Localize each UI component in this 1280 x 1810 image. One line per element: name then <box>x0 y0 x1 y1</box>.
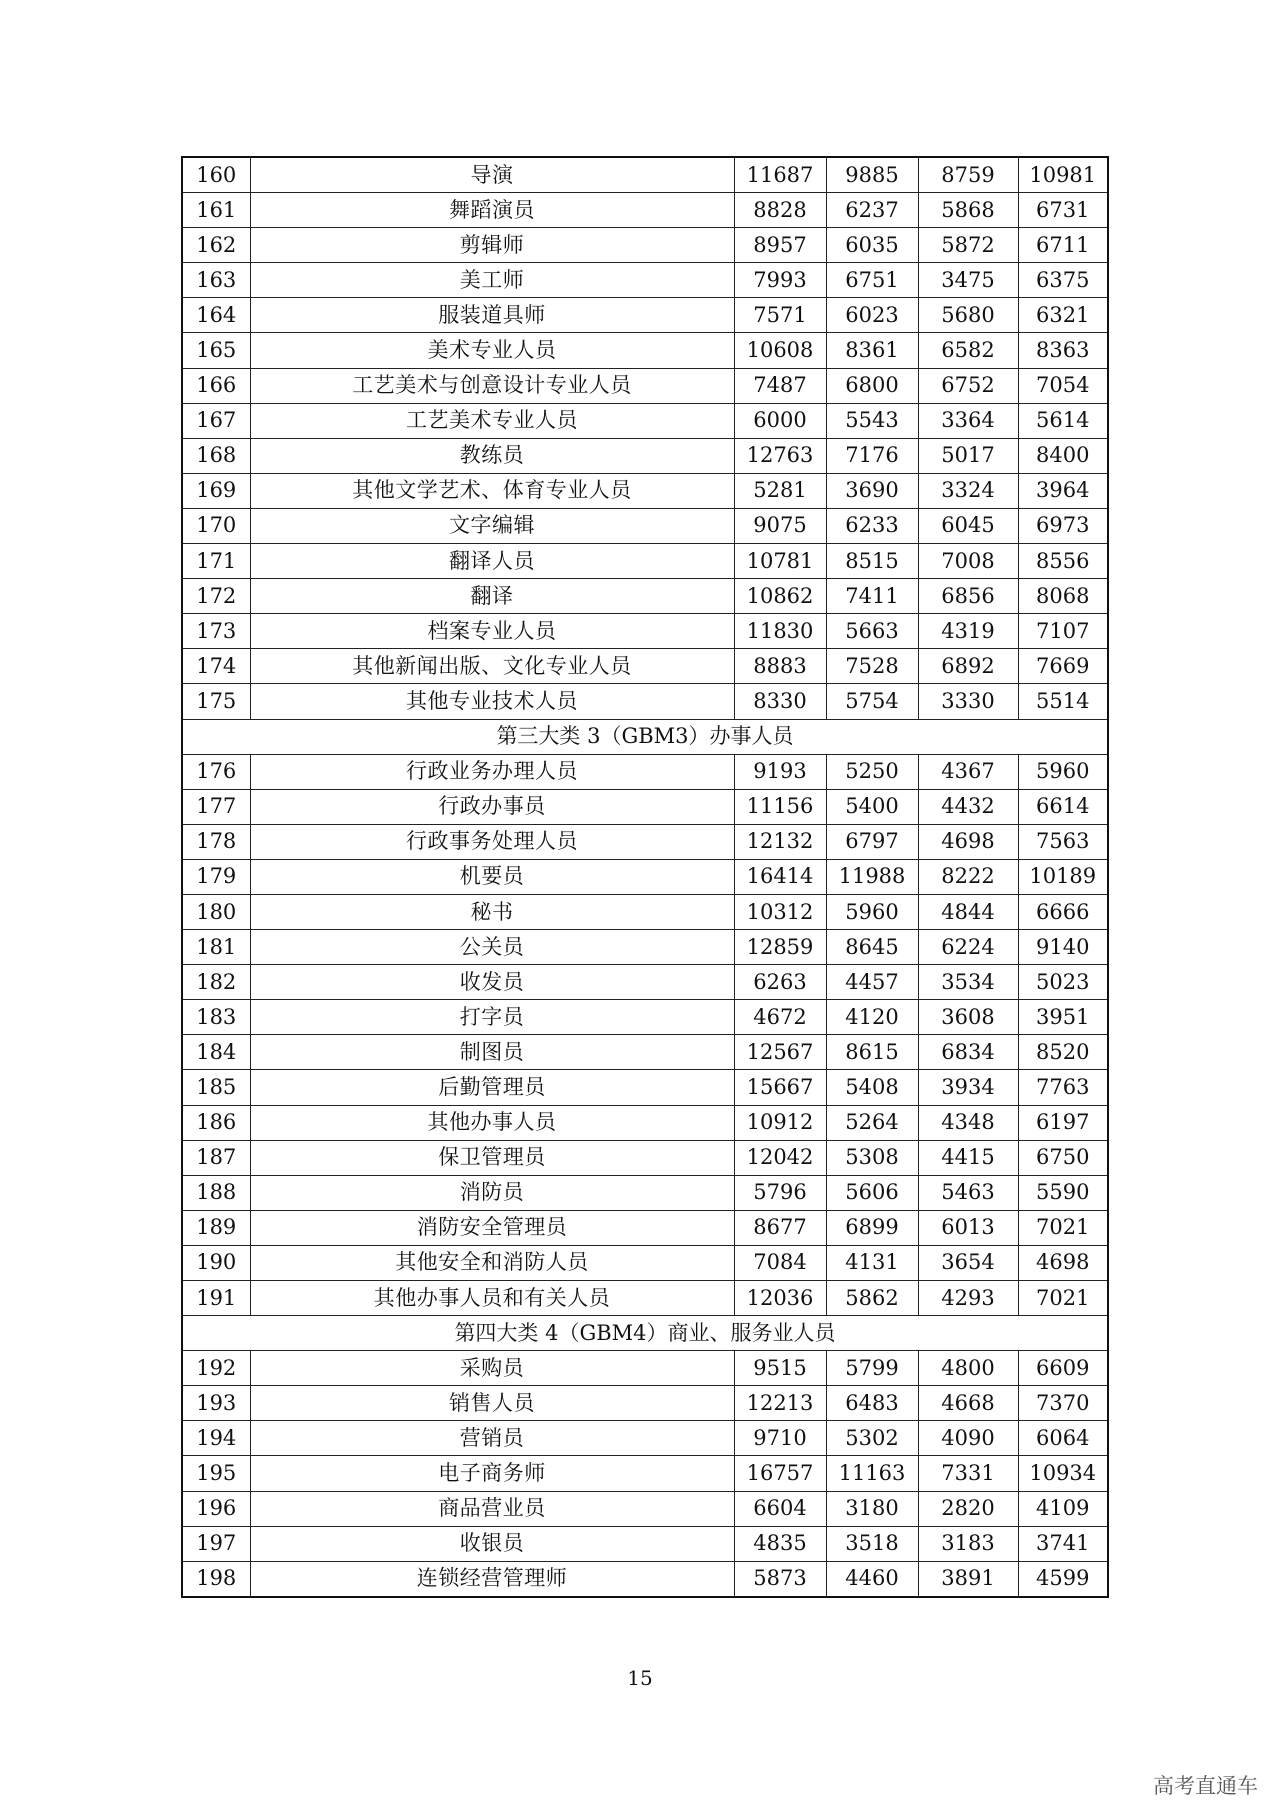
value-cell-1: 10312 <box>734 894 826 929</box>
occupation-name-cell: 剪辑师 <box>250 228 734 263</box>
row-number-cell: 172 <box>182 579 250 614</box>
occupation-name-cell: 行政业务办理人员 <box>250 754 734 789</box>
value-cell-1: 7571 <box>734 298 826 333</box>
value-cell-3: 4367 <box>918 754 1018 789</box>
occupation-name-cell: 公关员 <box>250 930 734 965</box>
occupation-name-cell: 教练员 <box>250 438 734 473</box>
value-cell-2: 6797 <box>826 824 918 859</box>
row-number-cell: 168 <box>182 438 250 473</box>
row-number-cell: 188 <box>182 1175 250 1210</box>
value-cell-1: 12132 <box>734 824 826 859</box>
section-label: 第三大类 3（GBM3）办事人员 <box>182 719 1108 754</box>
value-cell-4: 5614 <box>1018 403 1108 438</box>
value-cell-2: 3690 <box>826 473 918 508</box>
occupation-name-cell: 采购员 <box>250 1351 734 1386</box>
row-number-cell: 190 <box>182 1245 250 1280</box>
table-row <box>182 824 1108 859</box>
occupation-name-cell: 打字员 <box>250 1000 734 1035</box>
value-cell-4: 6321 <box>1018 298 1108 333</box>
value-cell-4: 9140 <box>1018 930 1108 965</box>
value-cell-3: 4698 <box>918 824 1018 859</box>
watermark: 高考直通车 <box>1153 1774 1258 1798</box>
table-row <box>182 1105 1108 1140</box>
value-cell-1: 8330 <box>734 684 826 719</box>
value-cell-1: 11156 <box>734 789 826 824</box>
value-cell-4: 8363 <box>1018 333 1108 368</box>
row-number-cell: 173 <box>182 614 250 649</box>
table-row <box>182 228 1108 263</box>
value-cell-2: 5960 <box>826 894 918 929</box>
value-cell-4: 4599 <box>1018 1561 1108 1597</box>
value-cell-4: 6375 <box>1018 263 1108 298</box>
value-cell-1: 9075 <box>734 508 826 543</box>
table-row <box>182 1491 1108 1526</box>
occupation-name-cell: 翻译人员 <box>250 544 734 579</box>
table-row <box>182 754 1108 789</box>
section-header-row <box>182 719 1108 754</box>
value-cell-3: 3934 <box>918 1070 1018 1105</box>
value-cell-2: 6800 <box>826 368 918 403</box>
row-number-cell: 160 <box>182 157 250 193</box>
occupation-name-cell: 消防安全管理员 <box>250 1210 734 1245</box>
table-row <box>182 930 1108 965</box>
value-cell-4: 6973 <box>1018 508 1108 543</box>
occupation-name-cell: 其他新闻出版、文化专业人员 <box>250 649 734 684</box>
table-row <box>182 684 1108 719</box>
occupation-name-cell: 文字编辑 <box>250 508 734 543</box>
table-row <box>182 1070 1108 1105</box>
value-cell-2: 5400 <box>826 789 918 824</box>
value-cell-2: 5408 <box>826 1070 918 1105</box>
table-row <box>182 438 1108 473</box>
row-number-cell: 184 <box>182 1035 250 1070</box>
table-row <box>182 368 1108 403</box>
table-row <box>182 789 1108 824</box>
value-cell-3: 6045 <box>918 508 1018 543</box>
value-cell-3: 4293 <box>918 1281 1018 1316</box>
table-row <box>182 1175 1108 1210</box>
row-number-cell: 191 <box>182 1281 250 1316</box>
value-cell-4: 6197 <box>1018 1105 1108 1140</box>
value-cell-1: 6604 <box>734 1491 826 1526</box>
occupation-name-cell: 制图员 <box>250 1035 734 1070</box>
value-cell-4: 7763 <box>1018 1070 1108 1105</box>
value-cell-1: 10608 <box>734 333 826 368</box>
value-cell-2: 4460 <box>826 1561 918 1597</box>
value-cell-2: 6035 <box>826 228 918 263</box>
occupation-name-cell: 销售人员 <box>250 1386 734 1421</box>
value-cell-3: 4415 <box>918 1140 1018 1175</box>
row-number-cell: 161 <box>182 193 250 228</box>
value-cell-1: 10912 <box>734 1105 826 1140</box>
occupation-name-cell: 服装道具师 <box>250 298 734 333</box>
value-cell-3: 4348 <box>918 1105 1018 1140</box>
salary-table-body <box>182 157 1108 1597</box>
value-cell-1: 12042 <box>734 1140 826 1175</box>
value-cell-3: 5680 <box>918 298 1018 333</box>
row-number-cell: 180 <box>182 894 250 929</box>
value-cell-1: 6263 <box>734 965 826 1000</box>
value-cell-1: 9193 <box>734 754 826 789</box>
value-cell-3: 5463 <box>918 1175 1018 1210</box>
value-cell-2: 6483 <box>826 1386 918 1421</box>
value-cell-4: 5590 <box>1018 1175 1108 1210</box>
value-cell-3: 4090 <box>918 1421 1018 1456</box>
row-number-cell: 166 <box>182 368 250 403</box>
value-cell-1: 16414 <box>734 859 826 894</box>
value-cell-2: 6237 <box>826 193 918 228</box>
value-cell-3: 3183 <box>918 1526 1018 1561</box>
value-cell-2: 8515 <box>826 544 918 579</box>
value-cell-4: 6064 <box>1018 1421 1108 1456</box>
value-cell-2: 5606 <box>826 1175 918 1210</box>
value-cell-3: 4432 <box>918 789 1018 824</box>
value-cell-3: 4319 <box>918 614 1018 649</box>
value-cell-2: 7411 <box>826 579 918 614</box>
value-cell-1: 7993 <box>734 263 826 298</box>
value-cell-3: 3608 <box>918 1000 1018 1035</box>
table-row <box>182 193 1108 228</box>
value-cell-4: 7107 <box>1018 614 1108 649</box>
value-cell-2: 5250 <box>826 754 918 789</box>
occupation-name-cell: 翻译 <box>250 579 734 614</box>
value-cell-2: 9885 <box>826 157 918 193</box>
value-cell-4: 6614 <box>1018 789 1108 824</box>
value-cell-1: 5281 <box>734 473 826 508</box>
value-cell-3: 3891 <box>918 1561 1018 1597</box>
value-cell-3: 4668 <box>918 1386 1018 1421</box>
value-cell-1: 11687 <box>734 157 826 193</box>
row-number-cell: 167 <box>182 403 250 438</box>
occupation-name-cell: 工艺美术与创意设计专业人员 <box>250 368 734 403</box>
value-cell-2: 5862 <box>826 1281 918 1316</box>
value-cell-2: 5302 <box>826 1421 918 1456</box>
value-cell-4: 6666 <box>1018 894 1108 929</box>
value-cell-3: 7331 <box>918 1456 1018 1491</box>
value-cell-4: 7021 <box>1018 1210 1108 1245</box>
table-row <box>182 1456 1108 1491</box>
value-cell-3: 3364 <box>918 403 1018 438</box>
table-row <box>182 157 1108 193</box>
occupation-name-cell: 其他安全和消防人员 <box>250 1245 734 1280</box>
occupation-name-cell: 舞蹈演员 <box>250 193 734 228</box>
value-cell-4: 10189 <box>1018 859 1108 894</box>
value-cell-3: 5017 <box>918 438 1018 473</box>
value-cell-1: 12567 <box>734 1035 826 1070</box>
value-cell-4: 3951 <box>1018 1000 1108 1035</box>
table-row <box>182 473 1108 508</box>
value-cell-2: 7528 <box>826 649 918 684</box>
value-cell-1: 8957 <box>734 228 826 263</box>
row-number-cell: 187 <box>182 1140 250 1175</box>
table-row <box>182 965 1108 1000</box>
row-number-cell: 192 <box>182 1351 250 1386</box>
value-cell-2: 3518 <box>826 1526 918 1561</box>
value-cell-4: 7021 <box>1018 1281 1108 1316</box>
table-row <box>182 333 1108 368</box>
occupation-name-cell: 行政事务处理人员 <box>250 824 734 859</box>
table-row <box>182 1351 1108 1386</box>
value-cell-1: 10781 <box>734 544 826 579</box>
occupation-name-cell: 收银员 <box>250 1526 734 1561</box>
occupation-name-cell: 行政办事员 <box>250 789 734 824</box>
value-cell-3: 6892 <box>918 649 1018 684</box>
value-cell-3: 3475 <box>918 263 1018 298</box>
table-row <box>182 1386 1108 1421</box>
section-label: 第四大类 4（GBM4）商业、服务业人员 <box>182 1316 1108 1351</box>
occupation-name-cell: 美术专业人员 <box>250 333 734 368</box>
table-row <box>182 1035 1108 1070</box>
row-number-cell: 165 <box>182 333 250 368</box>
value-cell-2: 5799 <box>826 1351 918 1386</box>
value-cell-3: 4844 <box>918 894 1018 929</box>
value-cell-3: 8222 <box>918 859 1018 894</box>
value-cell-2: 6751 <box>826 263 918 298</box>
table-row <box>182 1140 1108 1175</box>
value-cell-2: 7176 <box>826 438 918 473</box>
value-cell-1: 12859 <box>734 930 826 965</box>
value-cell-1: 7084 <box>734 1245 826 1280</box>
row-number-cell: 196 <box>182 1491 250 1526</box>
value-cell-1: 5873 <box>734 1561 826 1597</box>
table-row <box>182 649 1108 684</box>
value-cell-3: 2820 <box>918 1491 1018 1526</box>
value-cell-2: 5754 <box>826 684 918 719</box>
salary-table <box>181 156 1109 1598</box>
occupation-name-cell: 其他专业技术人员 <box>250 684 734 719</box>
value-cell-1: 5796 <box>734 1175 826 1210</box>
occupation-name-cell: 其他办事人员 <box>250 1105 734 1140</box>
table-row <box>182 263 1108 298</box>
value-cell-1: 4835 <box>734 1526 826 1561</box>
value-cell-2: 8645 <box>826 930 918 965</box>
value-cell-4: 5023 <box>1018 965 1108 1000</box>
table-row <box>182 403 1108 438</box>
occupation-name-cell: 后勤管理员 <box>250 1070 734 1105</box>
row-number-cell: 182 <box>182 965 250 1000</box>
table-row <box>182 1526 1108 1561</box>
value-cell-4: 6609 <box>1018 1351 1108 1386</box>
value-cell-4: 6750 <box>1018 1140 1108 1175</box>
value-cell-4: 7370 <box>1018 1386 1108 1421</box>
occupation-name-cell: 秘书 <box>250 894 734 929</box>
value-cell-3: 3330 <box>918 684 1018 719</box>
row-number-cell: 164 <box>182 298 250 333</box>
value-cell-3: 6834 <box>918 1035 1018 1070</box>
row-number-cell: 169 <box>182 473 250 508</box>
value-cell-4: 3741 <box>1018 1526 1108 1561</box>
value-cell-2: 6233 <box>826 508 918 543</box>
value-cell-1: 8677 <box>734 1210 826 1245</box>
value-cell-4: 6731 <box>1018 193 1108 228</box>
table-row <box>182 508 1108 543</box>
table-row <box>182 859 1108 894</box>
table-row <box>182 579 1108 614</box>
row-number-cell: 174 <box>182 649 250 684</box>
value-cell-2: 6023 <box>826 298 918 333</box>
value-cell-1: 8828 <box>734 193 826 228</box>
value-cell-1: 4672 <box>734 1000 826 1035</box>
row-number-cell: 186 <box>182 1105 250 1140</box>
row-number-cell: 163 <box>182 263 250 298</box>
value-cell-4: 5514 <box>1018 684 1108 719</box>
table-row <box>182 894 1108 929</box>
occupation-name-cell: 导演 <box>250 157 734 193</box>
row-number-cell: 198 <box>182 1561 250 1597</box>
value-cell-3: 6013 <box>918 1210 1018 1245</box>
value-cell-1: 7487 <box>734 368 826 403</box>
value-cell-4: 10934 <box>1018 1456 1108 1491</box>
row-number-cell: 185 <box>182 1070 250 1105</box>
value-cell-3: 3534 <box>918 965 1018 1000</box>
value-cell-1: 10862 <box>734 579 826 614</box>
value-cell-1: 12763 <box>734 438 826 473</box>
occupation-name-cell: 电子商务师 <box>250 1456 734 1491</box>
value-cell-1: 15667 <box>734 1070 826 1105</box>
occupation-name-cell: 工艺美术专业人员 <box>250 403 734 438</box>
occupation-name-cell: 连锁经营管理师 <box>250 1561 734 1597</box>
table-row <box>182 1421 1108 1456</box>
value-cell-4: 4109 <box>1018 1491 1108 1526</box>
value-cell-2: 4457 <box>826 965 918 1000</box>
row-number-cell: 176 <box>182 754 250 789</box>
value-cell-2: 3180 <box>826 1491 918 1526</box>
row-number-cell: 175 <box>182 684 250 719</box>
table-row <box>182 298 1108 333</box>
value-cell-4: 7669 <box>1018 649 1108 684</box>
value-cell-1: 8883 <box>734 649 826 684</box>
value-cell-4: 5960 <box>1018 754 1108 789</box>
occupation-name-cell: 美工师 <box>250 263 734 298</box>
row-number-cell: 194 <box>182 1421 250 1456</box>
value-cell-1: 11830 <box>734 614 826 649</box>
value-cell-2: 5663 <box>826 614 918 649</box>
occupation-name-cell: 营销员 <box>250 1421 734 1456</box>
value-cell-2: 5543 <box>826 403 918 438</box>
table-row <box>182 1281 1108 1316</box>
value-cell-2: 6899 <box>826 1210 918 1245</box>
section-header-row <box>182 1316 1108 1351</box>
value-cell-2: 11988 <box>826 859 918 894</box>
table-row <box>182 1000 1108 1035</box>
value-cell-4: 3964 <box>1018 473 1108 508</box>
occupation-name-cell: 档案专业人员 <box>250 614 734 649</box>
value-cell-4: 6711 <box>1018 228 1108 263</box>
occupation-name-cell: 保卫管理员 <box>250 1140 734 1175</box>
row-number-cell: 171 <box>182 544 250 579</box>
value-cell-1: 9710 <box>734 1421 826 1456</box>
row-number-cell: 162 <box>182 228 250 263</box>
value-cell-1: 12036 <box>734 1281 826 1316</box>
value-cell-3: 6752 <box>918 368 1018 403</box>
table-row <box>182 1210 1108 1245</box>
value-cell-2: 4120 <box>826 1000 918 1035</box>
occupation-name-cell: 商品营业员 <box>250 1491 734 1526</box>
value-cell-4: 4698 <box>1018 1245 1108 1280</box>
value-cell-1: 9515 <box>734 1351 826 1386</box>
row-number-cell: 177 <box>182 789 250 824</box>
value-cell-2: 11163 <box>826 1456 918 1491</box>
value-cell-3: 3324 <box>918 473 1018 508</box>
table-row <box>182 1245 1108 1280</box>
table-row <box>182 1561 1108 1597</box>
value-cell-1: 12213 <box>734 1386 826 1421</box>
row-number-cell: 195 <box>182 1456 250 1491</box>
value-cell-3: 6582 <box>918 333 1018 368</box>
value-cell-4: 8400 <box>1018 438 1108 473</box>
row-number-cell: 181 <box>182 930 250 965</box>
row-number-cell: 189 <box>182 1210 250 1245</box>
value-cell-3: 6856 <box>918 579 1018 614</box>
value-cell-4: 7054 <box>1018 368 1108 403</box>
value-cell-4: 8556 <box>1018 544 1108 579</box>
value-cell-2: 5308 <box>826 1140 918 1175</box>
value-cell-3: 3654 <box>918 1245 1018 1280</box>
value-cell-4: 8520 <box>1018 1035 1108 1070</box>
value-cell-1: 6000 <box>734 403 826 438</box>
row-number-cell: 179 <box>182 859 250 894</box>
value-cell-2: 4131 <box>826 1245 918 1280</box>
occupation-name-cell: 机要员 <box>250 859 734 894</box>
value-cell-4: 7563 <box>1018 824 1108 859</box>
row-number-cell: 170 <box>182 508 250 543</box>
occupation-name-cell: 其他文学艺术、体育专业人员 <box>250 473 734 508</box>
value-cell-2: 8361 <box>826 333 918 368</box>
value-cell-4: 8068 <box>1018 579 1108 614</box>
row-number-cell: 183 <box>182 1000 250 1035</box>
occupation-name-cell: 收发员 <box>250 965 734 1000</box>
row-number-cell: 178 <box>182 824 250 859</box>
value-cell-3: 4800 <box>918 1351 1018 1386</box>
value-cell-3: 6224 <box>918 930 1018 965</box>
value-cell-4: 10981 <box>1018 157 1108 193</box>
value-cell-2: 8615 <box>826 1035 918 1070</box>
table-row <box>182 544 1108 579</box>
value-cell-3: 5868 <box>918 193 1018 228</box>
value-cell-1: 16757 <box>734 1456 826 1491</box>
occupation-name-cell: 其他办事人员和有关人员 <box>250 1281 734 1316</box>
occupation-name-cell: 消防员 <box>250 1175 734 1210</box>
row-number-cell: 197 <box>182 1526 250 1561</box>
page-number: 15 <box>627 1666 653 1690</box>
value-cell-2: 5264 <box>826 1105 918 1140</box>
value-cell-3: 8759 <box>918 157 1018 193</box>
value-cell-3: 7008 <box>918 544 1018 579</box>
row-number-cell: 193 <box>182 1386 250 1421</box>
table-row <box>182 614 1108 649</box>
value-cell-3: 5872 <box>918 228 1018 263</box>
